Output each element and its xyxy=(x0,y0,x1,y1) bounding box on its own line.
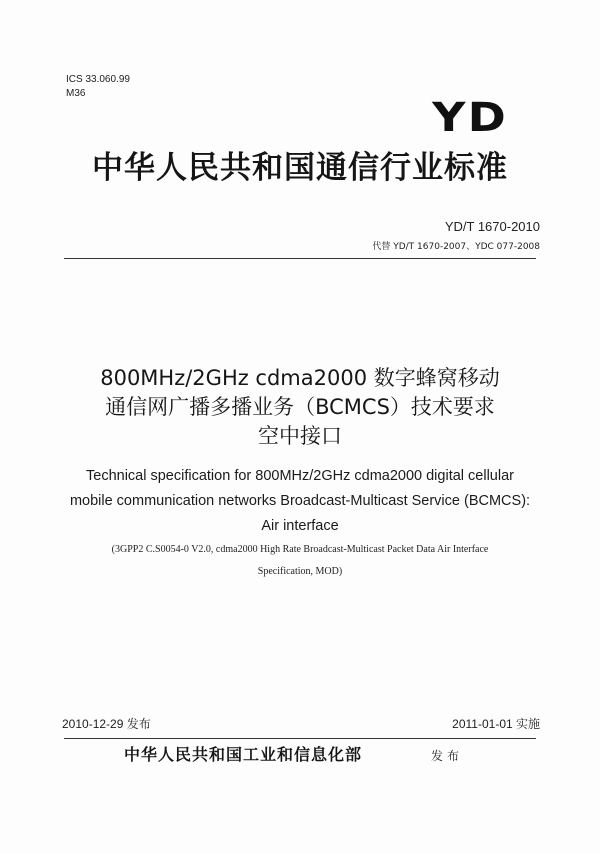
standard-category-title: 中华人民共和国通信行业标准 xyxy=(92,150,508,186)
title-cn-line-1: 800MHz/2GHz cdma2000 数字蜂窝移动 xyxy=(100,366,500,390)
bottom-divider xyxy=(64,738,536,739)
reference-note-line-2: Specification, MOD) xyxy=(257,566,343,577)
title-en-line-3: Air interface xyxy=(261,518,339,534)
title-en-line-2: mobile communication networks Broadcast-Multicast Service (BCMCS): xyxy=(69,493,531,509)
title-en-line-1: Technical specification for 800MHz/2GHz cdma2000 digital cellular xyxy=(86,468,514,484)
ics-code: ICS 33.060.99 xyxy=(66,74,130,85)
title-cn-line-2: 通信网广播多播业务（BCMCS）技术要求 xyxy=(105,395,495,419)
issuing-authority: 中华人民共和国工业和信息化部 xyxy=(124,745,363,764)
implementation-date: 2011-01-01 实施 xyxy=(452,717,540,731)
ccs-code: M36 xyxy=(66,88,86,99)
yd-logo: YD xyxy=(431,95,508,141)
issue-date: 2010-12-29 发布 xyxy=(62,717,151,731)
replaces-note: 代替 YD/T 1670-2007、YDC 077-2008 xyxy=(372,242,540,252)
issuing-label: 发布 xyxy=(431,749,464,763)
title-cn-line-3: 空中接口 xyxy=(258,424,342,448)
top-divider xyxy=(64,258,536,259)
reference-note-line-1: (3GPP2 C.S0054-0 V2.0, cdma2000 High Rate Broadcast-Multicast Packet Data Air Interface xyxy=(111,544,489,555)
standard-number: YD/T 1670-2010 xyxy=(444,219,540,234)
